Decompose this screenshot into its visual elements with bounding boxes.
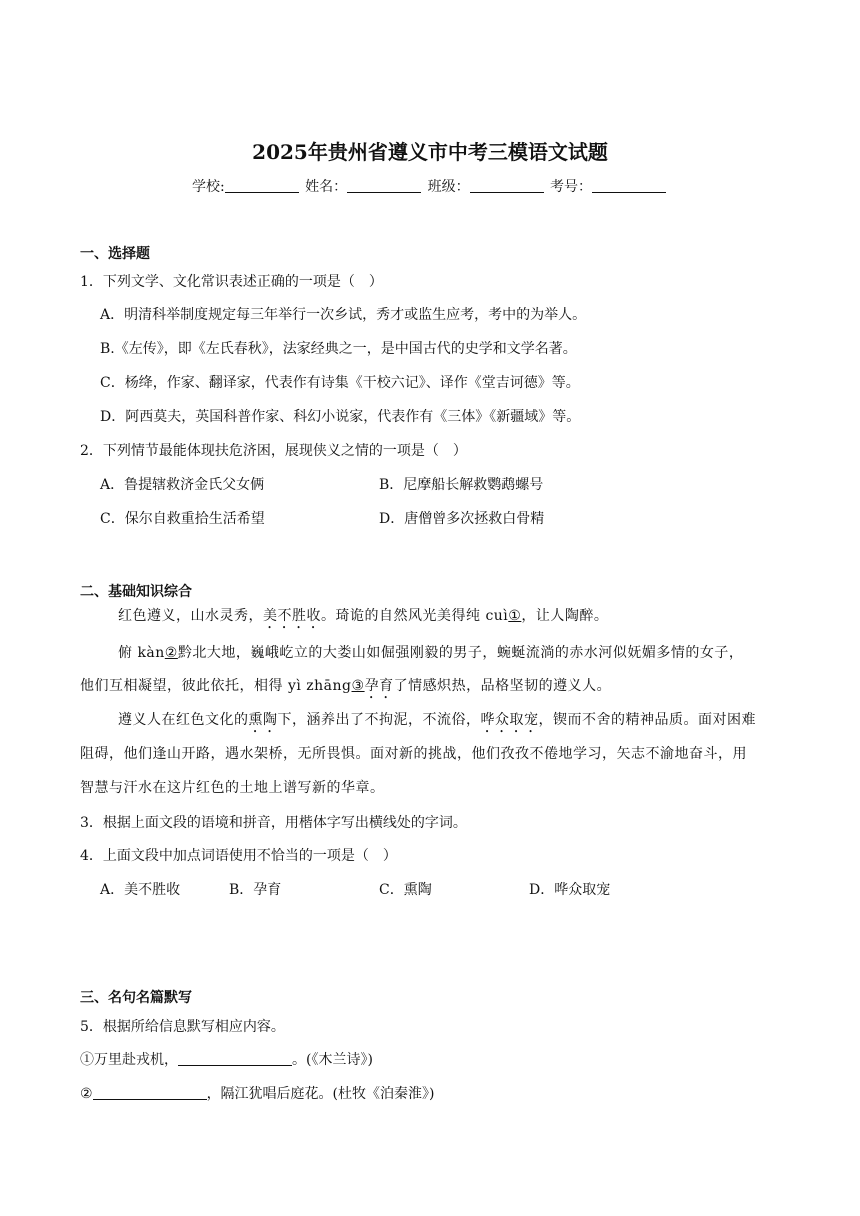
question-1-stem: 1．下列文学、文化常识表述正确的一项是（ ） — [80, 274, 383, 290]
question-4-stem: 4．上面文段中加点词语使用不恰当的一项是（ ） — [80, 848, 397, 864]
passage-text: 他们互相凝望，彼此依托，相得 yì zhāng — [80, 678, 352, 694]
q4-option-a: A．美不胜收 — [100, 882, 181, 898]
passage-line-2 — [118, 642, 828, 662]
passage-text: 俯 kàn — [118, 645, 165, 661]
passage-line-6: 智慧与汗水在这片红色的土地上谱写新的华章。 — [80, 780, 385, 796]
section-heading-choice: 一、选择题 — [80, 246, 150, 262]
blank-marker-2: ② — [164, 645, 178, 661]
q2-option-d: D．唐僧曾多次拯救白骨精 — [379, 511, 545, 527]
passage-line-4 — [118, 709, 828, 736]
passage-text: 红色遵义，山水灵秀， — [118, 608, 263, 624]
passage-text: 。琦诡的自然风光美得纯 cuì — [321, 608, 509, 624]
passage-text: 遵义人在红色文化的 — [118, 712, 249, 728]
dotted-word-yunyu: 孕育 — [364, 678, 394, 694]
passage-text: 黔北大地，巍峨屹立的大娄山如倔强刚毅的男子，蜿蜒流淌的赤水河似妩媚多情的女子， — [177, 645, 744, 661]
q5-line-1 — [80, 1049, 373, 1069]
dotted-word-meibushengshou: 美不胜收 — [263, 608, 321, 624]
page-title: 2025年贵州省遵义市中考三模语文试题 — [252, 140, 608, 164]
passage-text: ，锲而不舍的精神品质。面对困难 — [538, 712, 756, 728]
passage-text: ，让人陶醉。 — [521, 608, 609, 624]
school-label: 学校: — [191, 179, 225, 195]
school-blank — [225, 178, 299, 193]
q5-line-2-marker: ② — [80, 1086, 93, 1102]
section-heading-recitation: 三、名句名篇默写 — [80, 990, 192, 1006]
passage-line-1 — [118, 605, 828, 632]
name-blank — [347, 178, 421, 193]
question-3-stem: 3．根据上面文段的语境和拼音，用楷体字写出横线处的字词。 — [80, 815, 467, 831]
exam-no-blank — [592, 178, 666, 193]
answer-blank-1[interactable] — [178, 1051, 292, 1066]
blank-marker-3: ③ — [351, 678, 365, 694]
q1-option-d: D．阿西莫夫，英国科普作家、科幻小说家，代表作有《三体》《新疆域》等。 — [100, 409, 581, 425]
passage-line-3 — [80, 675, 790, 702]
section-heading-basic-knowledge: 二、基础知识综合 — [80, 584, 192, 600]
answer-blank-2[interactable] — [93, 1085, 207, 1100]
q2-option-a: A．鲁提辖救济金氏父女俩 — [100, 477, 265, 493]
passage-text: 下，涵养出了不拘泥，不流俗， — [277, 712, 481, 728]
dotted-word-xuntao: 熏陶 — [248, 712, 278, 728]
dotted-word-huazhongqunchong: 哗众取宠 — [480, 712, 539, 728]
class-label: 班级： — [427, 179, 470, 195]
q2-option-c: C．保尔自救重拾生活希望 — [100, 511, 265, 527]
q4-option-c: C．熏陶 — [379, 882, 432, 898]
q5-line-1-text: ①万里赴戎机， — [80, 1052, 178, 1068]
q4-option-d: D．哗众取宠 — [529, 882, 611, 898]
q5-line-1-source: 。(《木兰诗》) — [292, 1052, 373, 1068]
q5-line-2-text: ，隔江犹唱后庭花。(杜牧《泊秦淮》) — [206, 1086, 435, 1102]
student-info-line — [0, 176, 860, 196]
question-2-stem: 2．下列情节最能体现扶危济困，展现侠义之情的一项是（ ） — [80, 443, 467, 459]
exam-no-label: 考号： — [550, 179, 593, 195]
blank-marker-1: ① — [508, 608, 522, 624]
q4-option-b: B．孕育 — [229, 882, 282, 898]
q1-option-a: A．明清科举制度规定每三年举行一次乡试，秀才或监生应考，考中的为举人。 — [100, 307, 587, 323]
q2-option-b: B．尼摩船长解救鹦鹉螺号 — [379, 477, 544, 493]
class-blank — [470, 178, 544, 193]
question-5-stem: 5．根据所给信息默写相应内容。 — [80, 1019, 285, 1035]
q1-option-b: B.《左传》，即《左氏春秋》，法家经典之一，是中国古代的史学和文学名著。 — [100, 341, 577, 357]
q1-option-c: C．杨绛，作家、翻译家，代表作有诗集《干校六记》、译作《堂吉诃德》等。 — [100, 375, 580, 391]
q5-line-2 — [80, 1083, 435, 1103]
name-label: 姓名： — [305, 179, 348, 195]
passage-text: 了情感炽热，品格坚韧的遵义人。 — [393, 678, 612, 694]
passage-line-5: 阻碍，他们逢山开路，遇水架桥，无所畏惧。面对新的挑战，他们孜孜不倦地学习，矢志不渝地奋斗，用 — [80, 746, 747, 762]
